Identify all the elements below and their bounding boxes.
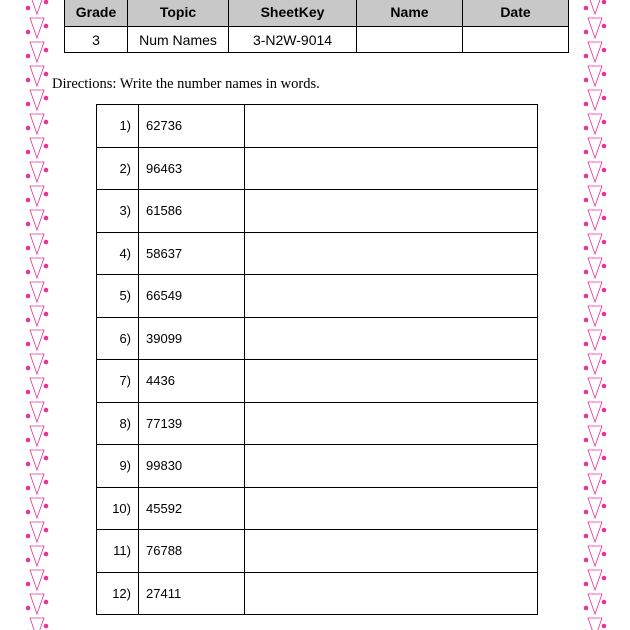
problem-value: 62736 (139, 105, 245, 148)
problem-row (97, 487, 538, 530)
decorative-border-left-icon (22, 0, 52, 630)
answer-field[interactable] (245, 275, 538, 318)
problem-number: 10) (97, 487, 139, 530)
answer-field[interactable] (245, 402, 538, 445)
problem-row (97, 317, 538, 360)
problems-table (96, 104, 538, 615)
worksheet-info-table (64, 0, 569, 53)
problem-number: 5) (97, 275, 139, 318)
problem-value: 39099 (139, 317, 245, 360)
problem-row (97, 232, 538, 275)
topic-header: Topic (128, 0, 229, 27)
problem-row (97, 445, 538, 488)
problem-row (97, 275, 538, 318)
problem-value: 61586 (139, 190, 245, 233)
problem-row (97, 147, 538, 190)
directions-text: Directions: Write the number names in words. (52, 76, 320, 92)
answer-field[interactable] (245, 190, 538, 233)
grade-header: Grade (65, 0, 128, 27)
problem-value: 96463 (139, 147, 245, 190)
date-header: Date (463, 0, 569, 27)
name-field[interactable] (357, 27, 463, 53)
problem-row (97, 105, 538, 148)
info-value-row (65, 27, 569, 53)
answer-field[interactable] (245, 530, 538, 573)
grade-value: 3 (65, 27, 128, 53)
problem-row (97, 402, 538, 445)
problem-row (97, 572, 538, 615)
problem-number: 7) (97, 360, 139, 403)
problem-row (97, 530, 538, 573)
topic-value: Num Names (128, 27, 229, 53)
problem-number: 1) (97, 105, 139, 148)
problem-value: 58637 (139, 232, 245, 275)
answer-field[interactable] (245, 232, 538, 275)
sheetkey-value: 3-N2W-9014 (229, 27, 357, 53)
problem-value: 99830 (139, 445, 245, 488)
answer-field[interactable] (245, 487, 538, 530)
problem-value: 45592 (139, 487, 245, 530)
answer-field[interactable] (245, 317, 538, 360)
decorative-border-right-icon (580, 0, 610, 630)
problem-row (97, 360, 538, 403)
problem-value: 77139 (139, 402, 245, 445)
problem-number: 11) (97, 530, 139, 573)
answer-field[interactable] (245, 360, 538, 403)
problem-value: 66549 (139, 275, 245, 318)
problem-row (97, 190, 538, 233)
problem-number: 6) (97, 317, 139, 360)
answer-field[interactable] (245, 147, 538, 190)
problem-value: 76788 (139, 530, 245, 573)
answer-field[interactable] (245, 572, 538, 615)
problem-value: 27411 (139, 572, 245, 615)
name-header: Name (357, 0, 463, 27)
problem-number: 9) (97, 445, 139, 488)
date-field[interactable] (463, 27, 569, 53)
problem-number: 8) (97, 402, 139, 445)
problem-number: 4) (97, 232, 139, 275)
problem-number: 12) (97, 572, 139, 615)
problem-number: 2) (97, 147, 139, 190)
problem-value: 4436 (139, 360, 245, 403)
sheetkey-header: SheetKey (229, 0, 357, 27)
answer-field[interactable] (245, 105, 538, 148)
info-header-row (65, 0, 569, 27)
answer-field[interactable] (245, 445, 538, 488)
problem-number: 3) (97, 190, 139, 233)
